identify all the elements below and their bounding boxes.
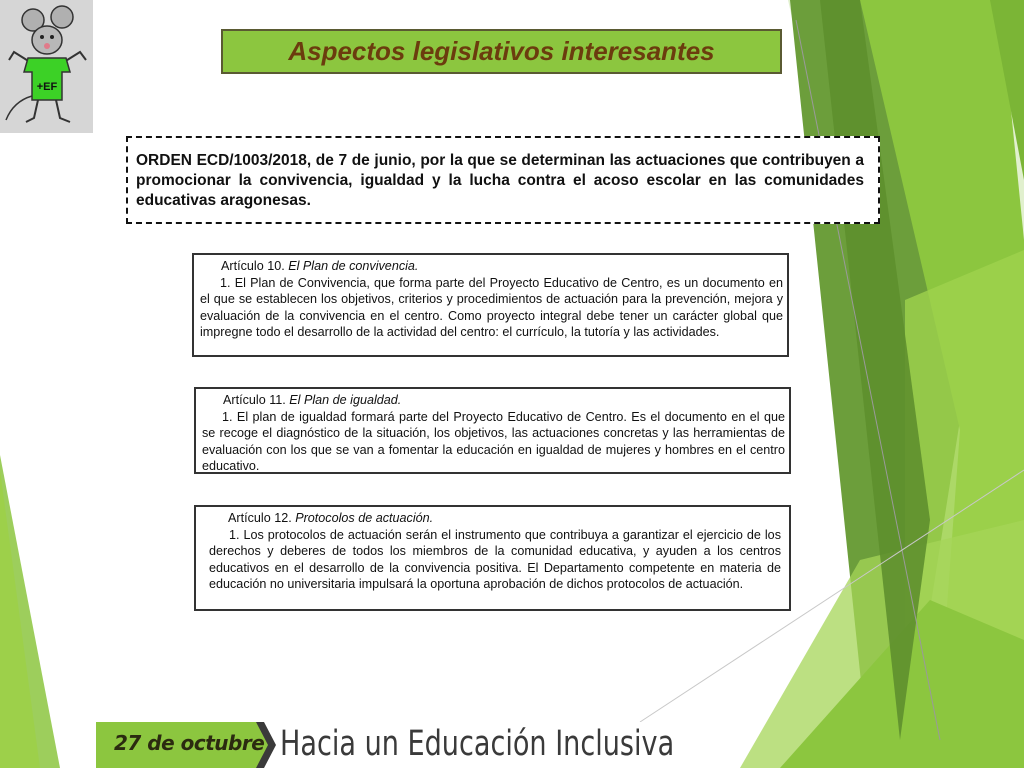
logo-label: +EF [36,81,58,93]
article-body-text: 1. El Plan de Convivencia, que forma parte del Proyecto Educativo de Centro, es un documento en el que se establecen los objetivos, criterios y procedimientos de actuación para la prevención, mejora y evaluación de la convivencia en el centro. Como proyecto integral debe tener un carácter global que impregne todo el desarrollo de la actividad del centro: el currículo, la tutoría y las actividades. [200,275,783,340]
article-name: Protocolos de actuación. [295,511,434,525]
article-number: Artículo 12. [228,511,292,525]
article-name: El Plan de igualdad. [289,393,402,407]
mouse-mascot-icon [0,0,93,133]
article-10-box [192,253,789,357]
article-body-text: 1. El plan de igualdad formará parte del Proyecto Educativo de Centro. Es el documento en el que se recoge el diagnóstico de la situación, los objetivos, las actuaciones concretas y las herramientas de evaluación con los que se van a fomentar la educación en igualdad de mujeres y hombres en el centro educativo. [202,409,785,474]
title-banner [221,29,782,74]
article-12-heading [209,510,781,527]
article-11-body [202,409,785,475]
article-body-text: 1. Los protocolos de actuación serán el instrumento que contribuya a garantizar el ejercicio de los derechos y deberes de todos los miembros de la comunidad educativa, y ayuden a los centros educativos en el desarrollo de la convivencia positiva. El Departamento competente en materia de educación no universitaria impulsará la oportuna aprobación de dichos protocolos de actuación. [209,527,781,592]
mouse-logo [0,0,93,133]
article-11-box [194,387,791,474]
article-12-body [209,527,781,593]
orden-text: ORDEN ECD/1003/2018, de 7 de junio, por la que se determinan las actuaciones que contribuyen a promocionar la convivencia, igualdad y la lucha contra el acoso escolar en las comunidades educativas aragonesas. [136,152,864,209]
page-title: Aspectos legislativos interesantes [288,36,715,66]
article-10-body [200,275,783,341]
footer-slogan: Hacia un Educación Inclusiva [280,724,675,764]
article-name: El Plan de convivencia. [288,259,419,273]
article-number: Artículo 10. [221,259,285,273]
article-12-box [194,505,791,611]
article-10-heading [200,258,783,275]
footer-date: 27 de octubre [114,731,265,755]
orden-box [126,136,880,224]
footer-banner [96,722,707,768]
article-number: Artículo 11. [223,393,286,407]
article-11-heading [202,392,785,409]
